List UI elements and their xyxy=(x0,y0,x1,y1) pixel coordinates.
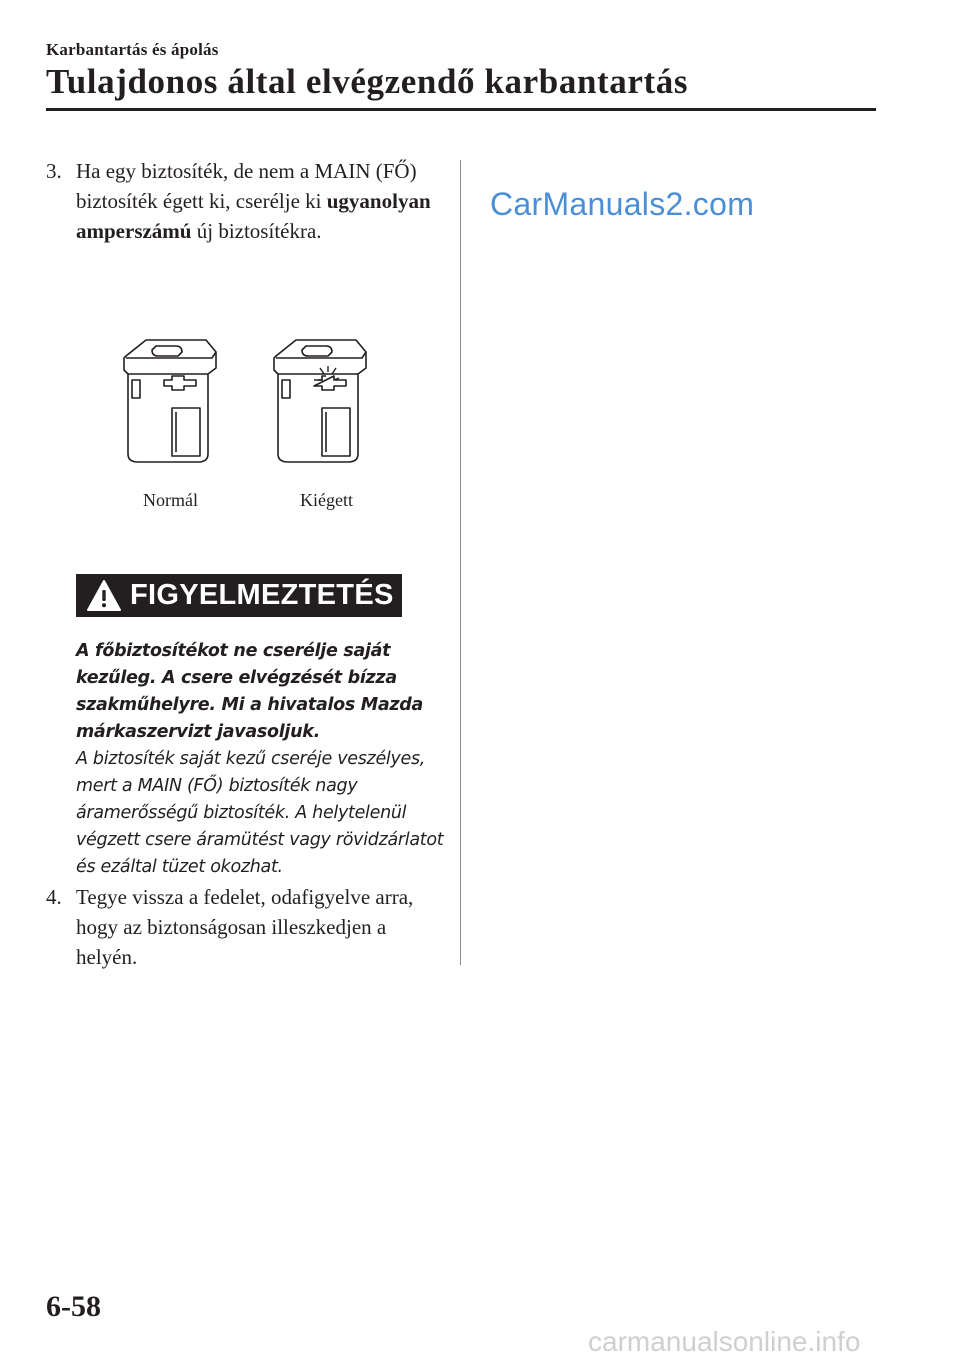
step-text-part: új biztosítékra. xyxy=(191,219,322,243)
step-text xyxy=(76,156,441,246)
watermark: CarManuals2.com xyxy=(490,186,755,222)
step-text: Tegye vissza a fedelet, odafigyelve arra, hogy az biztonságosan illeszkedjen a helyén. xyxy=(76,885,414,969)
warning-text: A biztosíték saját kezű cseréje veszélyes, mert a MAIN (FŐ) biztosíték nagy áramerősségű biztosíték. A helytelenül végzett csere áramütést vagy rövidzárlatot és ezáltal tüzet okozhat. xyxy=(76,749,444,877)
section-label: Karbantartás és ápolás xyxy=(46,40,219,59)
column-divider xyxy=(460,160,461,965)
warning-bold-text: A főbiztosítékot ne cserélje saját kezűleg. A csere elvégzését bízza szakműhelyre. Mi a hivatalos Mazda márkaszervizt javasoljuk. xyxy=(76,641,424,742)
fuse-label-blown: Kiégett xyxy=(300,490,353,510)
step-number: 3. xyxy=(46,159,62,183)
page-number: 6-58 xyxy=(46,1290,101,1323)
step-3 xyxy=(46,156,441,246)
header-rule xyxy=(46,108,876,111)
page-title: Tulajdonos által elvégzendő karbantartás xyxy=(46,62,689,101)
step-text-part: Ha egy biztosíték, de nem a MAIN (FŐ) biztosíték égett ki, cserélje ki xyxy=(76,159,417,213)
footer-site-watermark: carmanualsonline.info xyxy=(588,1326,861,1357)
fuse-blown-icon xyxy=(274,340,366,462)
step-4 xyxy=(46,882,441,972)
step-number: 4. xyxy=(46,885,62,909)
warning-banner xyxy=(76,574,402,617)
fuse-label-normal: Normál xyxy=(143,490,198,510)
fuse-normal-icon xyxy=(124,340,216,462)
fuse-figure xyxy=(118,328,368,478)
step-text-bold: ugyanolyan amperszámú xyxy=(76,189,431,243)
warning-body xyxy=(76,638,448,881)
warning-title: FIGYELMEZTETÉS xyxy=(130,579,394,611)
warning-triangle-icon xyxy=(86,579,122,613)
